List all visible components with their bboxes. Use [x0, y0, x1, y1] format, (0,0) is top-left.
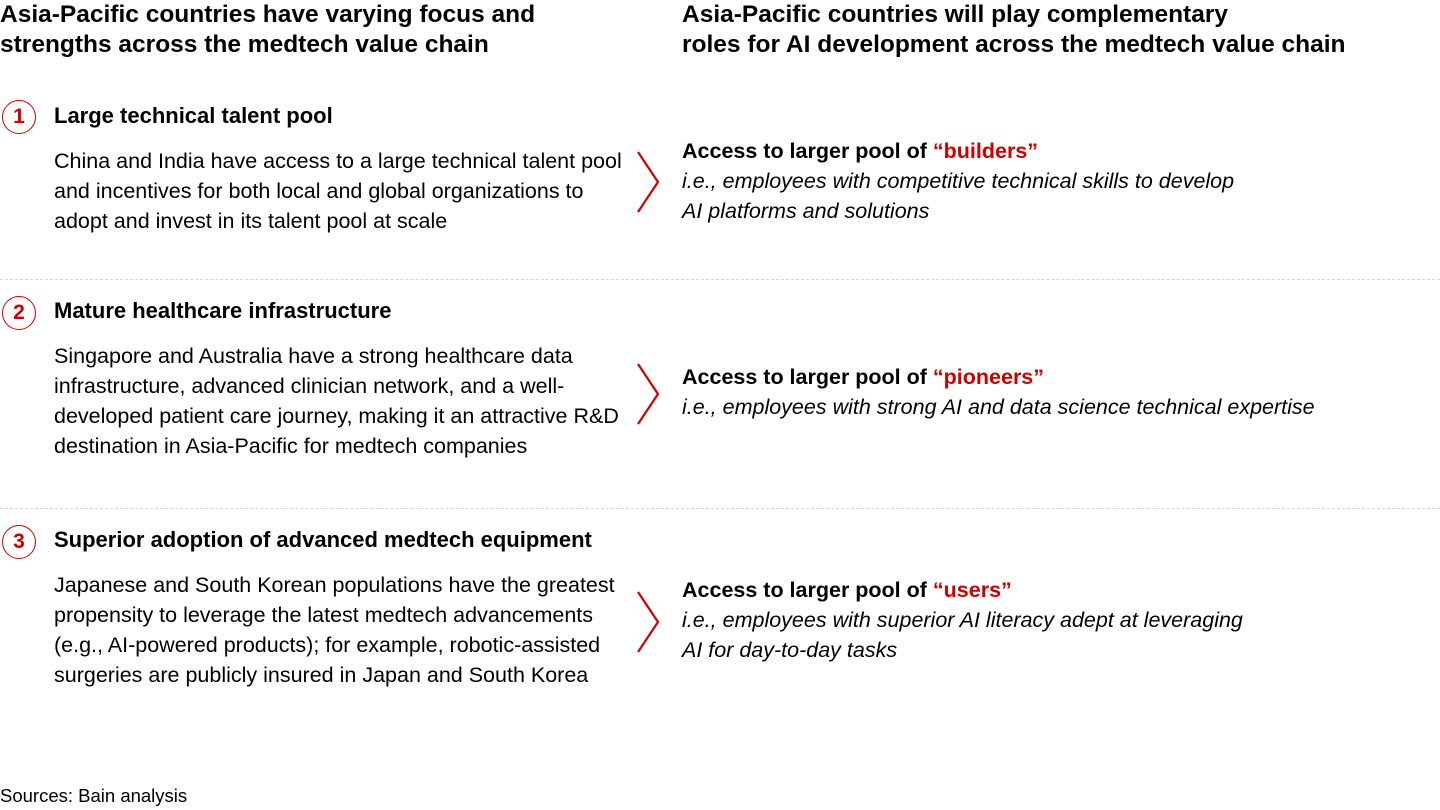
right-title-line-2: roles for AI development across the medtech value chain: [682, 31, 1346, 58]
section-title-2: Mature healthcare infrastructure: [54, 298, 392, 323]
right-title-2: Access to larger pool of “pioneers”: [682, 365, 1045, 389]
source-note: Sources: Bain analysis: [0, 785, 188, 806]
chevron-right-icon: [636, 590, 660, 654]
number-badge-3: 3: [2, 525, 36, 559]
section-body-2: Singapore and Australia have a strong healthcare data infrastructure, advanced clinician network, and a well-developed patient care journey, making it an attractive R&D destination in Asia-Pacific for medtech companies: [54, 344, 619, 458]
highlight-pioneers: “pioneers”: [932, 365, 1045, 389]
right-block-2: [682, 362, 1440, 422]
section-divider-2: [0, 508, 1440, 509]
right-desc-3-line-2: AI for day-to-day tasks: [682, 638, 898, 662]
section-title-1: Large technical talent pool: [54, 103, 333, 128]
right-desc-3-line-1: i.e., employees with superior AI literacy adept at leveraging: [682, 608, 1243, 632]
left-title-line-1: Asia-Pacific countries have varying focus and: [0, 1, 536, 28]
right-title-line-1: Asia-Pacific countries will play complementary: [682, 1, 1228, 28]
right-title-3: Access to larger pool of “users”: [682, 578, 1012, 602]
right-title-1: Access to larger pool of “builders”: [682, 139, 1039, 163]
chevron-right-icon: [636, 150, 660, 214]
number-badge-2: 2: [2, 296, 36, 330]
section-title-3: Superior adoption of advanced medtech equipment: [54, 527, 592, 552]
right-desc-2-line-1: i.e., employees with strong AI and data science technical expertise: [682, 395, 1315, 419]
right-column-title: [682, 0, 1440, 60]
number-badge-1: 1: [2, 100, 36, 134]
highlight-builders: “builders”: [932, 139, 1039, 163]
left-title-line-2: strengths across the medtech value chain: [0, 31, 489, 58]
section-body-3: Japanese and South Korean populations have the greatest propensity to leverage the latest medtech advancements (e.g., AI-powered products); for example, robotic-assisted surgeries are publicly insured in Japan and South Korea: [54, 573, 615, 687]
chevron-right-icon: [636, 362, 660, 426]
left-column-title: [0, 0, 640, 60]
right-desc-1-line-1: i.e., employees with competitive technical skills to develop: [682, 169, 1235, 193]
right-desc-1-line-2: AI platforms and solutions: [682, 199, 930, 223]
section-divider-1: [0, 279, 1440, 280]
right-block-3: [682, 575, 1440, 665]
highlight-users: “users”: [932, 578, 1012, 602]
section-body-1: China and India have access to a large technical talent pool and incentives for both local and global organizations to adopt and invest in its talent pool at scale: [54, 149, 622, 233]
right-block-1: [682, 136, 1440, 226]
